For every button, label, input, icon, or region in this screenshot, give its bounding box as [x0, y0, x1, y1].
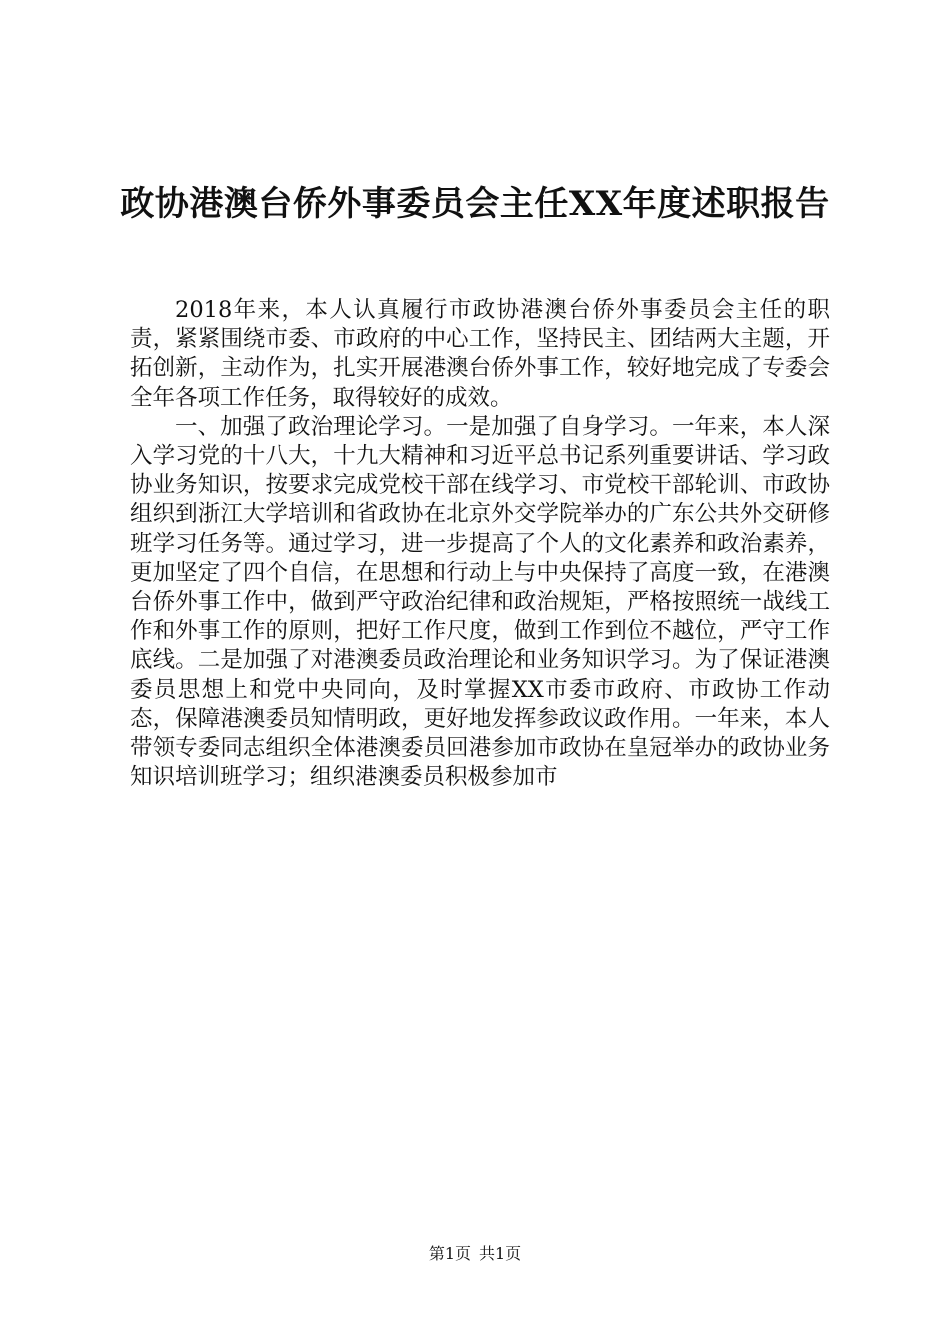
- page-number: 第1页: [428, 1244, 471, 1263]
- page-total: 共1页: [479, 1244, 522, 1263]
- paragraph-section-one: 一、加强了政治理论学习。一是加强了自身学习。一年来，本人深入学习党的十八大，十九大精神和习近平总书记系列重要讲话、学习政协业务知识，按要求完成党校干部在线学习、市党校干部轮训、市政协组织到浙江大学培训和省政协在北京外交学院举办的广东公共外交研修班学习任务等。通过学习，进一步提高了个人的文化素养和政治素养，更加坚定了四个自信，在思想和行动上与中央保持了高度一致，在港澳台侨外事工作中，做到严守政治纪律和政治规矩，严格按照统一战线工作和外事工作的原则，把好工作尺度，做到工作到位不越位，严守工作底线。二是加强了对港澳委员政治理论和业务知识学习。为了保证港澳委员思想上和党中央同向，及时掌握XX市委市政府、市政协工作动态，保障港澳委员知情明政，更好地发挥参政议政作用。一年来，本人带领专委同志组织全体港澳委员回港参加市政协在皇冠举办的政协业务知识培训班学习；组织港澳委员积极参加市: [130, 413, 830, 791]
- document-body: [130, 296, 830, 792]
- paragraph-intro: 2018年来，本人认真履行市政协港澳台侨外事委员会主任的职责，紧紧围绕市委、市政府的中心工作，坚持民主、团结两大主题，开拓创新，主动作为，扎实开展港澳台侨外事工作，较好地完成了专委会全年各项工作任务，取得较好的成效。: [130, 297, 830, 411]
- document-title: 政协港澳台侨外事委员会主任XX年度述职报告: [120, 184, 830, 224]
- page-footer: [0, 1244, 950, 1264]
